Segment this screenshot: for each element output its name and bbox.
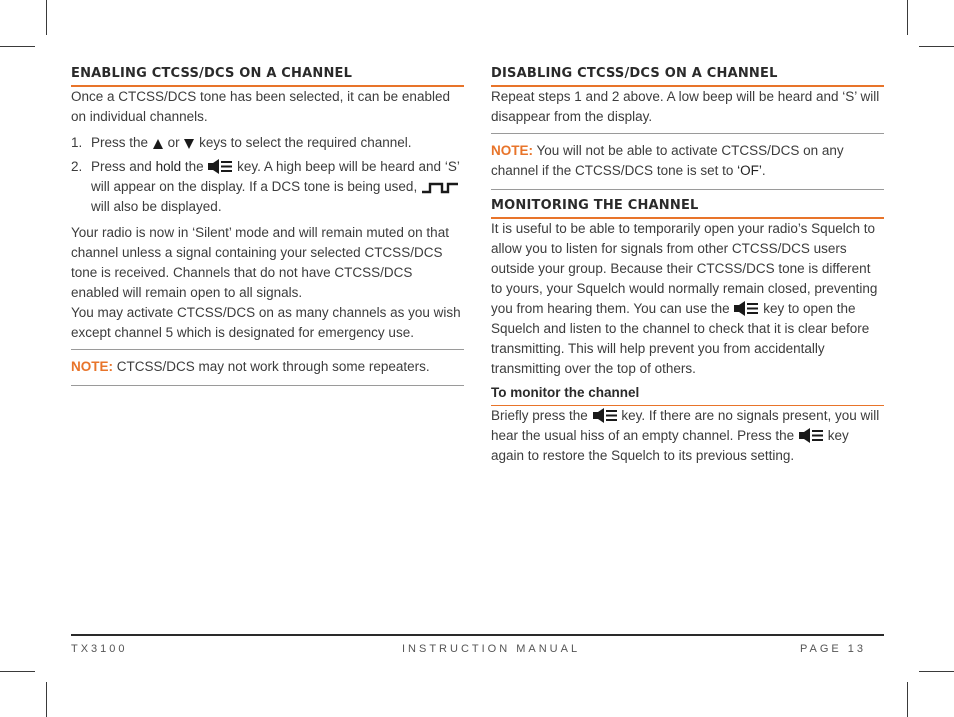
crop-mark [907, 0, 908, 35]
footer-model: TX3100 [71, 643, 128, 655]
footer-rule [71, 634, 884, 636]
step-text: keys to select the required channel. [199, 135, 412, 150]
silent-mode-paragraph: Your radio is now in ‘Silent’ mode and will remain muted on that channel unless a signal containing your selected CTCSS/DCS tone is received. Channels that do not have CTCSS/DCS enabled will remain open to all signals. [71, 225, 449, 300]
crop-mark [919, 46, 954, 47]
monitor-steps-paragraph [491, 406, 884, 466]
note-text: CTCSS/DCS may not work through some repeaters. [116, 359, 430, 374]
monitor-text: Briefly press the [491, 408, 588, 423]
note-label: NOTE: [491, 143, 533, 158]
note-code: ‘OF’ [737, 163, 762, 178]
intro-paragraph: Once a CTCSS/DCS tone has been selected, it can be enabled on individual channels. [71, 89, 450, 124]
section-heading-disabling: DISABLING CTCSS/DCS ON A CHANNEL [491, 66, 884, 87]
step-text: or [167, 135, 180, 150]
step-number: 1. [71, 135, 83, 150]
step-emphasis: hold [155, 159, 182, 174]
step-1 [71, 133, 464, 153]
note-block [71, 349, 464, 386]
channels-paragraph: You may activate CTCSS/DCS on as many channels as you wish except channel 5 which is designated for emergency use. [71, 305, 461, 340]
monitor-key-icon [798, 428, 824, 443]
note-label: NOTE: [71, 359, 113, 374]
crop-mark [0, 46, 35, 47]
divider [491, 189, 884, 190]
step-text: the [184, 159, 204, 174]
section-heading-enabling: ENABLING CTCSS/DCS ON A CHANNEL [71, 66, 464, 87]
subheading-monitor: To monitor the channel [491, 383, 884, 406]
crop-mark [46, 682, 47, 717]
step-text: will also be displayed. [91, 199, 222, 214]
dcs-waveform-icon [421, 182, 459, 194]
crop-mark [46, 0, 47, 35]
note-text: You will not be able to activate CTCSS/DCS on any channel if the CTCSS/DCS tone is set to [491, 143, 844, 178]
monitoring-paragraph [491, 219, 884, 379]
step-2 [71, 157, 464, 217]
monitor-key-icon [592, 408, 618, 423]
left-column [71, 66, 464, 386]
disabling-paragraph: Repeat steps 1 and 2 above. A low beep will be heard and ‘S’ will disappear from the display. [491, 89, 880, 124]
down-arrow-icon [183, 138, 195, 150]
right-column [491, 66, 884, 466]
crop-mark [0, 671, 35, 672]
crop-mark [919, 671, 954, 672]
steps-list [71, 133, 464, 217]
monitor-key-icon [207, 159, 233, 174]
monitor-text: key. If there are no signals present, you will hear the usual hiss of an empty channel. Press the [491, 408, 880, 443]
monitoring-text: key to open the Squelch and listen to the channel to check that it is clear before transmitting. This will help prevent you from accidentally transmitting over the top of others. [491, 301, 870, 376]
crop-mark [907, 682, 908, 717]
step-text: Press and [91, 159, 152, 174]
step-number: 2. [71, 159, 83, 174]
monitor-key-icon [733, 301, 759, 316]
note-block [491, 133, 884, 185]
note-end: . [761, 163, 766, 178]
monitoring-text: It is useful to be able to temporarily open your radio’s Squelch to allow you to listen for signals from other CTCSS/DCS users outside your group. Because their CTCSS/DCS tone is different to yours, your Squelch would normally remain closed, preventing you from hearing them. You can use the [491, 221, 878, 316]
monitor-text: key again to restore the Squelch to its previous setting. [491, 428, 849, 463]
section-heading-monitoring: MONITORING THE CHANNEL [491, 198, 884, 219]
footer-page-number: PAGE 13 [800, 643, 867, 655]
step-text: Press the [91, 135, 149, 150]
step-text: key. A high beep will be heard and ‘S’ will appear on the display. If a DCS tone is being used, [91, 159, 460, 194]
up-arrow-icon [152, 138, 164, 150]
footer-title: INSTRUCTION MANUAL [402, 643, 581, 655]
